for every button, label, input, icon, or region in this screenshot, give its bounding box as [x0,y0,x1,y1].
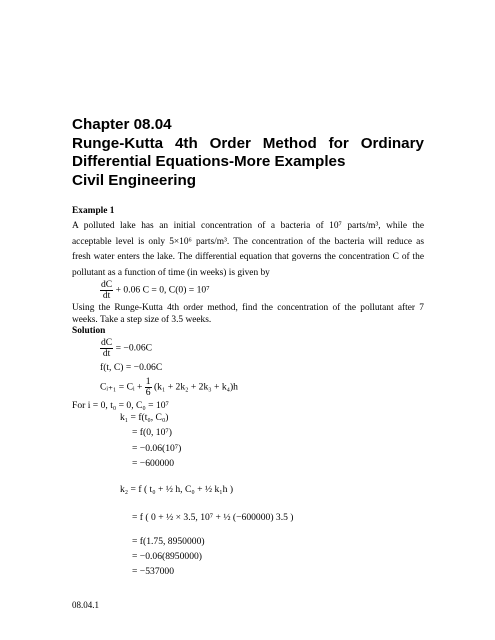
eq1-denominator: dt [102,348,111,359]
eq1-rest: = −0.06C [115,342,153,354]
k2-line-4: = −0.06(8950000) [132,551,202,562]
k1-line-3: = −0.06(10⁷) [132,443,182,454]
k2-line-3: = f(1.75, 8950000) [132,536,205,547]
title-line-2: Runge-Kutta 4th Order Method for Ordinary [72,134,424,152]
k1-line-2: = f(0, 10⁷) [132,427,172,438]
problem-line-3: fresh water enters the lake. The differential equation that governs the concentration C of the [72,252,424,262]
solution-heading: Solution [72,326,106,336]
example-heading: Example 1 [72,206,115,216]
rk4-right: (k₁ + 2k₂ + 2k₃ + k₄)h [153,381,238,393]
problem-line-6: weeks. Take a step size of 3.5 weeks. [72,314,212,325]
rk4-formula [100,377,238,398]
ode-rest: + 0.06 C = 0, C(0) = 10⁷ [115,284,210,296]
problem-line-1: A polluted lake has an initial concentration of a bacteria of 10⁷ parts/m³, while the [72,221,424,231]
k1-line-4: = −600000 [132,458,175,469]
problem-line-2: acceptable level is only 5×10⁶ parts/m³. The concentration of the bacteria will reduce as [72,236,424,247]
initial-conditions: For i = 0, t₀ = 0, C₀ = 10⁷ [72,400,169,411]
rk4-frac-num: 1 [145,376,151,387]
rk4-frac-den: 6 [145,387,151,398]
title-line-4: Civil Engineering [72,171,197,189]
problem-question [72,303,424,326]
k1-line-1: k₁ = f(t₀, C₀) [120,412,169,423]
ode-denominator: dt [102,290,111,301]
governing-ode [100,280,210,301]
problem-line-5: Using the Runge-Kutta 4th order method, find the concentration of the pollutant after 7 [72,303,424,313]
solution-eq-1 [100,338,152,359]
k2-line-5: = −537000 [132,566,175,577]
page-title [72,116,424,190]
ode-numerator: dC [101,279,113,290]
solution-eq-2: f(t, C) = −0.06C [100,362,163,373]
eq1-numerator: dC [101,337,113,348]
rk4-left: Cᵢ₊₁ = Cᵢ + [100,381,143,393]
page-number: 08.04.1 [72,600,99,610]
k2-line-1: k₂ = f ( t₀ + ½ h, C₀ + ½ k₁h ) [120,484,234,495]
title-line-3: Differential Equations-More Examples [72,153,346,170]
problem-line-4: pollutant as a function of time (in weeks) is given by [72,267,270,278]
chapter-number: Chapter 08.04 [72,116,172,133]
k2-line-2: = f ( 0 + ½ × 3.5, 10⁷ + ½ (−600000) 3.5 ) [132,512,294,523]
problem-statement [72,219,424,281]
